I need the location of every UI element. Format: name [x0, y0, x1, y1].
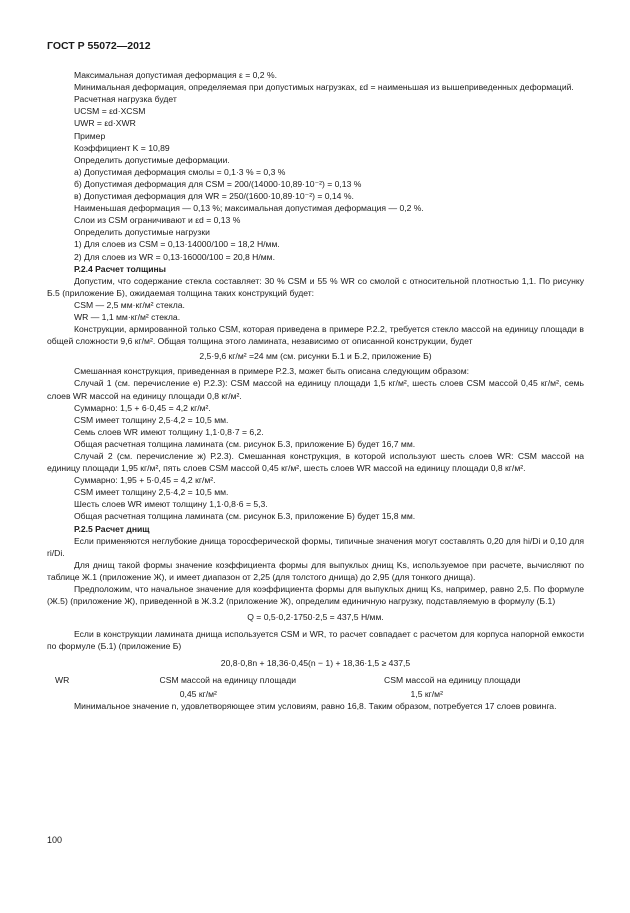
text-line-l15: 1) Для слоев из CSM = 0,13·14000/100 = 18,2 Н/мм. [74, 239, 280, 250]
text-line-l25: Суммарно: 1,5 + 6·0,45 = 4,2 кг/м². [74, 402, 211, 413]
closing-paragraph: Минимальное значение n, удовлетворяющее этим условиям, равно 16,8. Таким образом, потребуется 17 слоев ровинга. [74, 700, 557, 711]
page-number: 100 [47, 835, 63, 845]
text-line-l36: Для днищ такой формы значение коэффициента формы для выпуклых днищ Ks, используемое при расчете, вычисляют по таблице Ж.1 (приложение Ж), и имеет диапазон от 2,25 (для толстого днища) до 2,95 (для тонкого днища). [47, 559, 584, 582]
text-line-l24: Случай 1 (см. перечисление е) Р.2.3): CSM массой на единицу площади 1,5 кг/м², шесть слоев CSM массой 0,45 кг/м², семь слоев WR массой на единицу площади 0,8 кг/м². [47, 378, 584, 401]
standard-header: ГОСТ Р 55072—2012 [47, 40, 151, 52]
text-line-l09: а) Допустимая деформация смолы = 0,1·3 % = 0,3 % [74, 166, 286, 177]
text-line-l27: Семь слоев WR имеют толщину 1,1·0,8·7 = 6,2. [74, 426, 264, 437]
text-line-l37: Предположим, что начальное значение для коэффициента формы для выпуклых днищ Ks, например, равно 2,5. По формуле (Ж.5) (приложение Ж), приведенной в Ж.3.2 (приложение Ж), определим единичную нагрузку, подставляемую в формулу (Б.1) [47, 584, 584, 607]
legend-csm-right: CSM массой на единицу площади [384, 674, 521, 685]
document-page [47, 40, 584, 712]
text-line-l04: UCSM = εd·XCSM [74, 106, 146, 117]
text-line-l18: Допустим, что содержание стекла составляет: 30 % CSM и 55 % WR со смолой с относительной плотностью 1,1. По рисунку Б.5 (приложение Б), ожидаемая толщина таких конструкций будет: [47, 275, 584, 298]
text-line-l16: 2) Для слоев из WR = 0,13·16000/100 = 20,8 Н/мм. [74, 251, 275, 262]
text-line-l17: Р.2.4 Расчет толщины [74, 263, 167, 274]
text-line-l33: Общая расчетная толщина ламината (см. рисунок Б.3, приложение Б) будет 15,8 мм. [74, 511, 416, 522]
legend-csm-right-value: 1,5 кг/м² [410, 688, 443, 699]
text-line-l07: Коэффициент K = 10,89 [74, 142, 170, 153]
text-line-l35: Если применяются неглубокие днища торосферической формы, типичные значения могут составлять 0,20 для hi/Di и 0,10 для ri/Di. [47, 535, 584, 558]
text-line-l08: Определить допустимые деформации. [74, 154, 230, 165]
text-line-l31: CSM имеет толщину 2,5·4,2 = 10,5 мм. [74, 487, 229, 498]
text-line-l29: Случай 2 (см. перечисление ж) Р.2.3). Смешанная конструкция, в которой используют шесть слоев WR: CSM массой на единицу площади 1,95 кг/м², пять слоев CSM массой 0,45 кг/м², шесть слоев WR массой на единицу площади 0,8 кг/м². [47, 451, 584, 474]
text-line-l28: Общая расчетная толщина ламината (см. рисунок Б.3, приложение Б) будет 16,7 мм. [74, 438, 416, 449]
text-line-l20: WR — 1,1 мм·кг/м² стекла. [74, 311, 181, 322]
text-line-l13: Слои из CSM ограничивают и εd = 0,13 % [74, 215, 241, 226]
text-line-l32: Шесть слоев WR имеют толщину 1,1·0,8·6 = 5,3. [74, 499, 268, 510]
legend-csm-mid: CSM массой на единицу площади [159, 674, 297, 685]
text-line-l14: Определить допустимые нагрузки [74, 227, 210, 238]
legend-wr: WR [55, 674, 70, 685]
text-line-l12: Наименьшая деформация — 0,13 %; максимальная допустимая деформация — 0,2 %. [74, 203, 424, 214]
text-line-l06: Пример [74, 130, 106, 141]
text-line-l38: Q = 0,5·0,2·1750·2,5 = 437,5 Н/мм. [247, 612, 384, 623]
text-line-l02: Минимальная деформация, определяемая при допустимых нагрузках, εd = наименьшая из вышеприведенных деформаций. [74, 82, 574, 93]
document-body [47, 69, 584, 669]
text-line-l01: Максимальная допустимая деформация ε = 0,2 %. [74, 70, 278, 81]
text-line-l39: Если в конструкции ламината днища используется CSM и WR, то расчет совпадает с расчетом для корпуса напорной емкости по формуле (Б.1) (приложение Б) [47, 629, 584, 652]
text-line-l26: CSM имеет толщину 2,5·4,2 = 10,5 мм. [74, 414, 229, 425]
text-line-l19: CSM — 2,5 мм·кг/м² стекла. [74, 299, 185, 310]
text-line-l21: Конструкции, армированной только CSM, которая приведена в примере Р.2.2, требуется стекло массой на единицу площади в общей сложности 9,6 кг/м². Общая толщина этого ламината, независимо от описанной конструкции, будет [47, 324, 584, 347]
text-line-l34: Р.2.5 Расчет днищ [74, 523, 150, 534]
text-line-l03: Расчетная нагрузка будет [74, 94, 177, 105]
formula-legend-row-1 [47, 674, 584, 686]
text-line-l05: UWR = εd·XWR [74, 118, 136, 129]
legend-csm-mid-value: 0,45 кг/м² [179, 688, 217, 699]
formula-legend-row-2 [47, 688, 584, 700]
text-line-l10: б) Допустимая деформация для CSM = 200/(14000·10,89·10⁻²) = 0,13 % [74, 178, 362, 189]
text-line-l23: Смешанная конструкция, приведенная в примере Р.2.3, может быть описана следующим образом: [74, 366, 470, 377]
text-line-l40: 20,8·0,8n + 18,36·0,45(n − 1) + 18,36·1,5 ≥ 437,5 [220, 657, 411, 668]
text-line-l11: в) Допустимая деформация для WR = 250/(1600·10,89·10⁻²) = 0,14 %. [74, 191, 354, 202]
text-line-l30: Суммарно: 1,95 + 5·0,45 = 4,2 кг/м². [74, 475, 216, 486]
text-line-l22: 2,5·9,6 кг/м² =24 мм (см. рисунки Б.1 и Б.2, приложение Б) [199, 351, 432, 362]
